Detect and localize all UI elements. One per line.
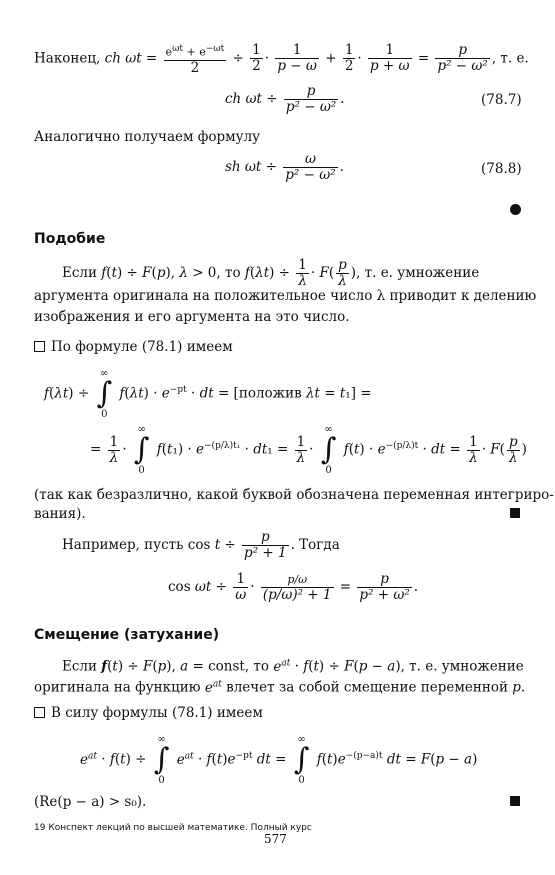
footer-note: 19 Конспект лекций по высшей математике. Полный курс xyxy=(34,823,312,833)
similarity-line-2: аргумента оригинала на положительное число λ приводит к делению xyxy=(34,288,537,304)
similarity-integral-1: f(λt) ÷ ∞ ∫ 0 $f(\lambda t) \cdot e^{-pt}$ · dt = [положив λt = t₁] = xyxy=(44,368,372,420)
heading-shift: Смещение (затухание) xyxy=(34,627,220,643)
shift-integral: $e^{at} \cdot f(t)$ ÷ ∞ ∫ 0 $e^{at} \cdot f(t)e^{-pt}$ dt = ∞ ∫ 0 $f(t)e^{-(p-a)t}$ dt = F(p − a) xyxy=(80,734,478,786)
example-equation: cos ωt ÷ $\frac{1}{\omega}$ · $\frac{p/\omega}{\text{(p/ω)² + 1}}$ = $\frac{p}{\text{p² + ω²}}$ . xyxy=(168,571,419,603)
heading-similarity: Подобие xyxy=(34,231,106,247)
equation-78-7: ch ωt ÷ $\frac{p}{\text{p² − ω²}}$ . xyxy=(225,83,345,115)
analog-text: Аналогично получаем формулу xyxy=(34,129,261,145)
equation-number-78-7: (78.7) xyxy=(481,92,522,108)
similarity-note-1: (так как безразлично, какой буквой обозначена переменная интегриро- xyxy=(34,487,554,503)
line-finally: Наконец, ch ωt = $\frac{e^{\omega t} + e^{-\omega t}}{2}$ ÷ $\frac{1}{2}$ · $\frac{1}{p - \omega}$ + $\frac{1}{2}$ · $\frac{1}{p + \omega}$ = $\frac{p}{\text{p² − ω²}}$ , т. е. xyxy=(34,42,529,76)
equation-number-78-8: (78.8) xyxy=(481,161,522,177)
shift-condition: (Re(p − a) > s₀). xyxy=(34,794,147,810)
section-end-dot xyxy=(510,204,521,215)
similarity-statement: Если f(t) ÷ F(p), λ > 0, то f(λt) ÷ $\frac{1}{\lambda}$ · F( $\frac{p}{\lambda}$ ), т. е. умножение xyxy=(62,257,480,289)
example-intro: Например, пусть cos t ÷ $\frac{p}{\text{p² + 1}}$ . Тогда xyxy=(62,529,340,561)
proof-start-icon xyxy=(34,341,45,352)
finally-prefix: Наконец, xyxy=(34,50,101,67)
similarity-integral-2: = $\frac{1}{\lambda}$ · ∞ ∫ 0 $f(t_1) \cdot e^{-(p/\lambda)t_1} \cdot dt_1$ = $\frac{1}{\lambda}$ · ∞ ∫ 0 $f(t) \cdot e^{-(p/\lambda)t}$ · dt = $\frac{1}{\lambda}$ · F( $\frac{p}{\lambda}$ ) xyxy=(90,424,527,476)
proof-intro-shift: В силу формулы (78.1) имеем xyxy=(34,704,263,722)
proof-intro-similarity: По формуле (78.1) имеем xyxy=(34,338,233,356)
shift-line-2: оригинала на функцию $e^{at}$ влечет за собой смещение переменной p. xyxy=(34,679,526,696)
similarity-line-3: изображения и его аргумента на это число. xyxy=(34,309,350,325)
page-number: 577 xyxy=(264,832,287,846)
proof-end-square xyxy=(510,508,520,518)
shift-statement: Если f(t) ÷ F(p), a = const, то $e^{at} \cdot f(t) \div F(p - a)$, т. е. умножение xyxy=(62,658,524,675)
cosh-fraction: $\frac{e^{\omega t} + e^{-\omega t}}{2}$ xyxy=(165,44,225,76)
proof-start-icon-2 xyxy=(34,707,45,718)
proof-end-square-2 xyxy=(510,796,520,806)
similarity-note-2: вания). xyxy=(34,506,86,522)
equation-78-8: sh ωt ÷ $\frac{\omega}{\text{p² − ω²}}$ . xyxy=(225,151,344,183)
